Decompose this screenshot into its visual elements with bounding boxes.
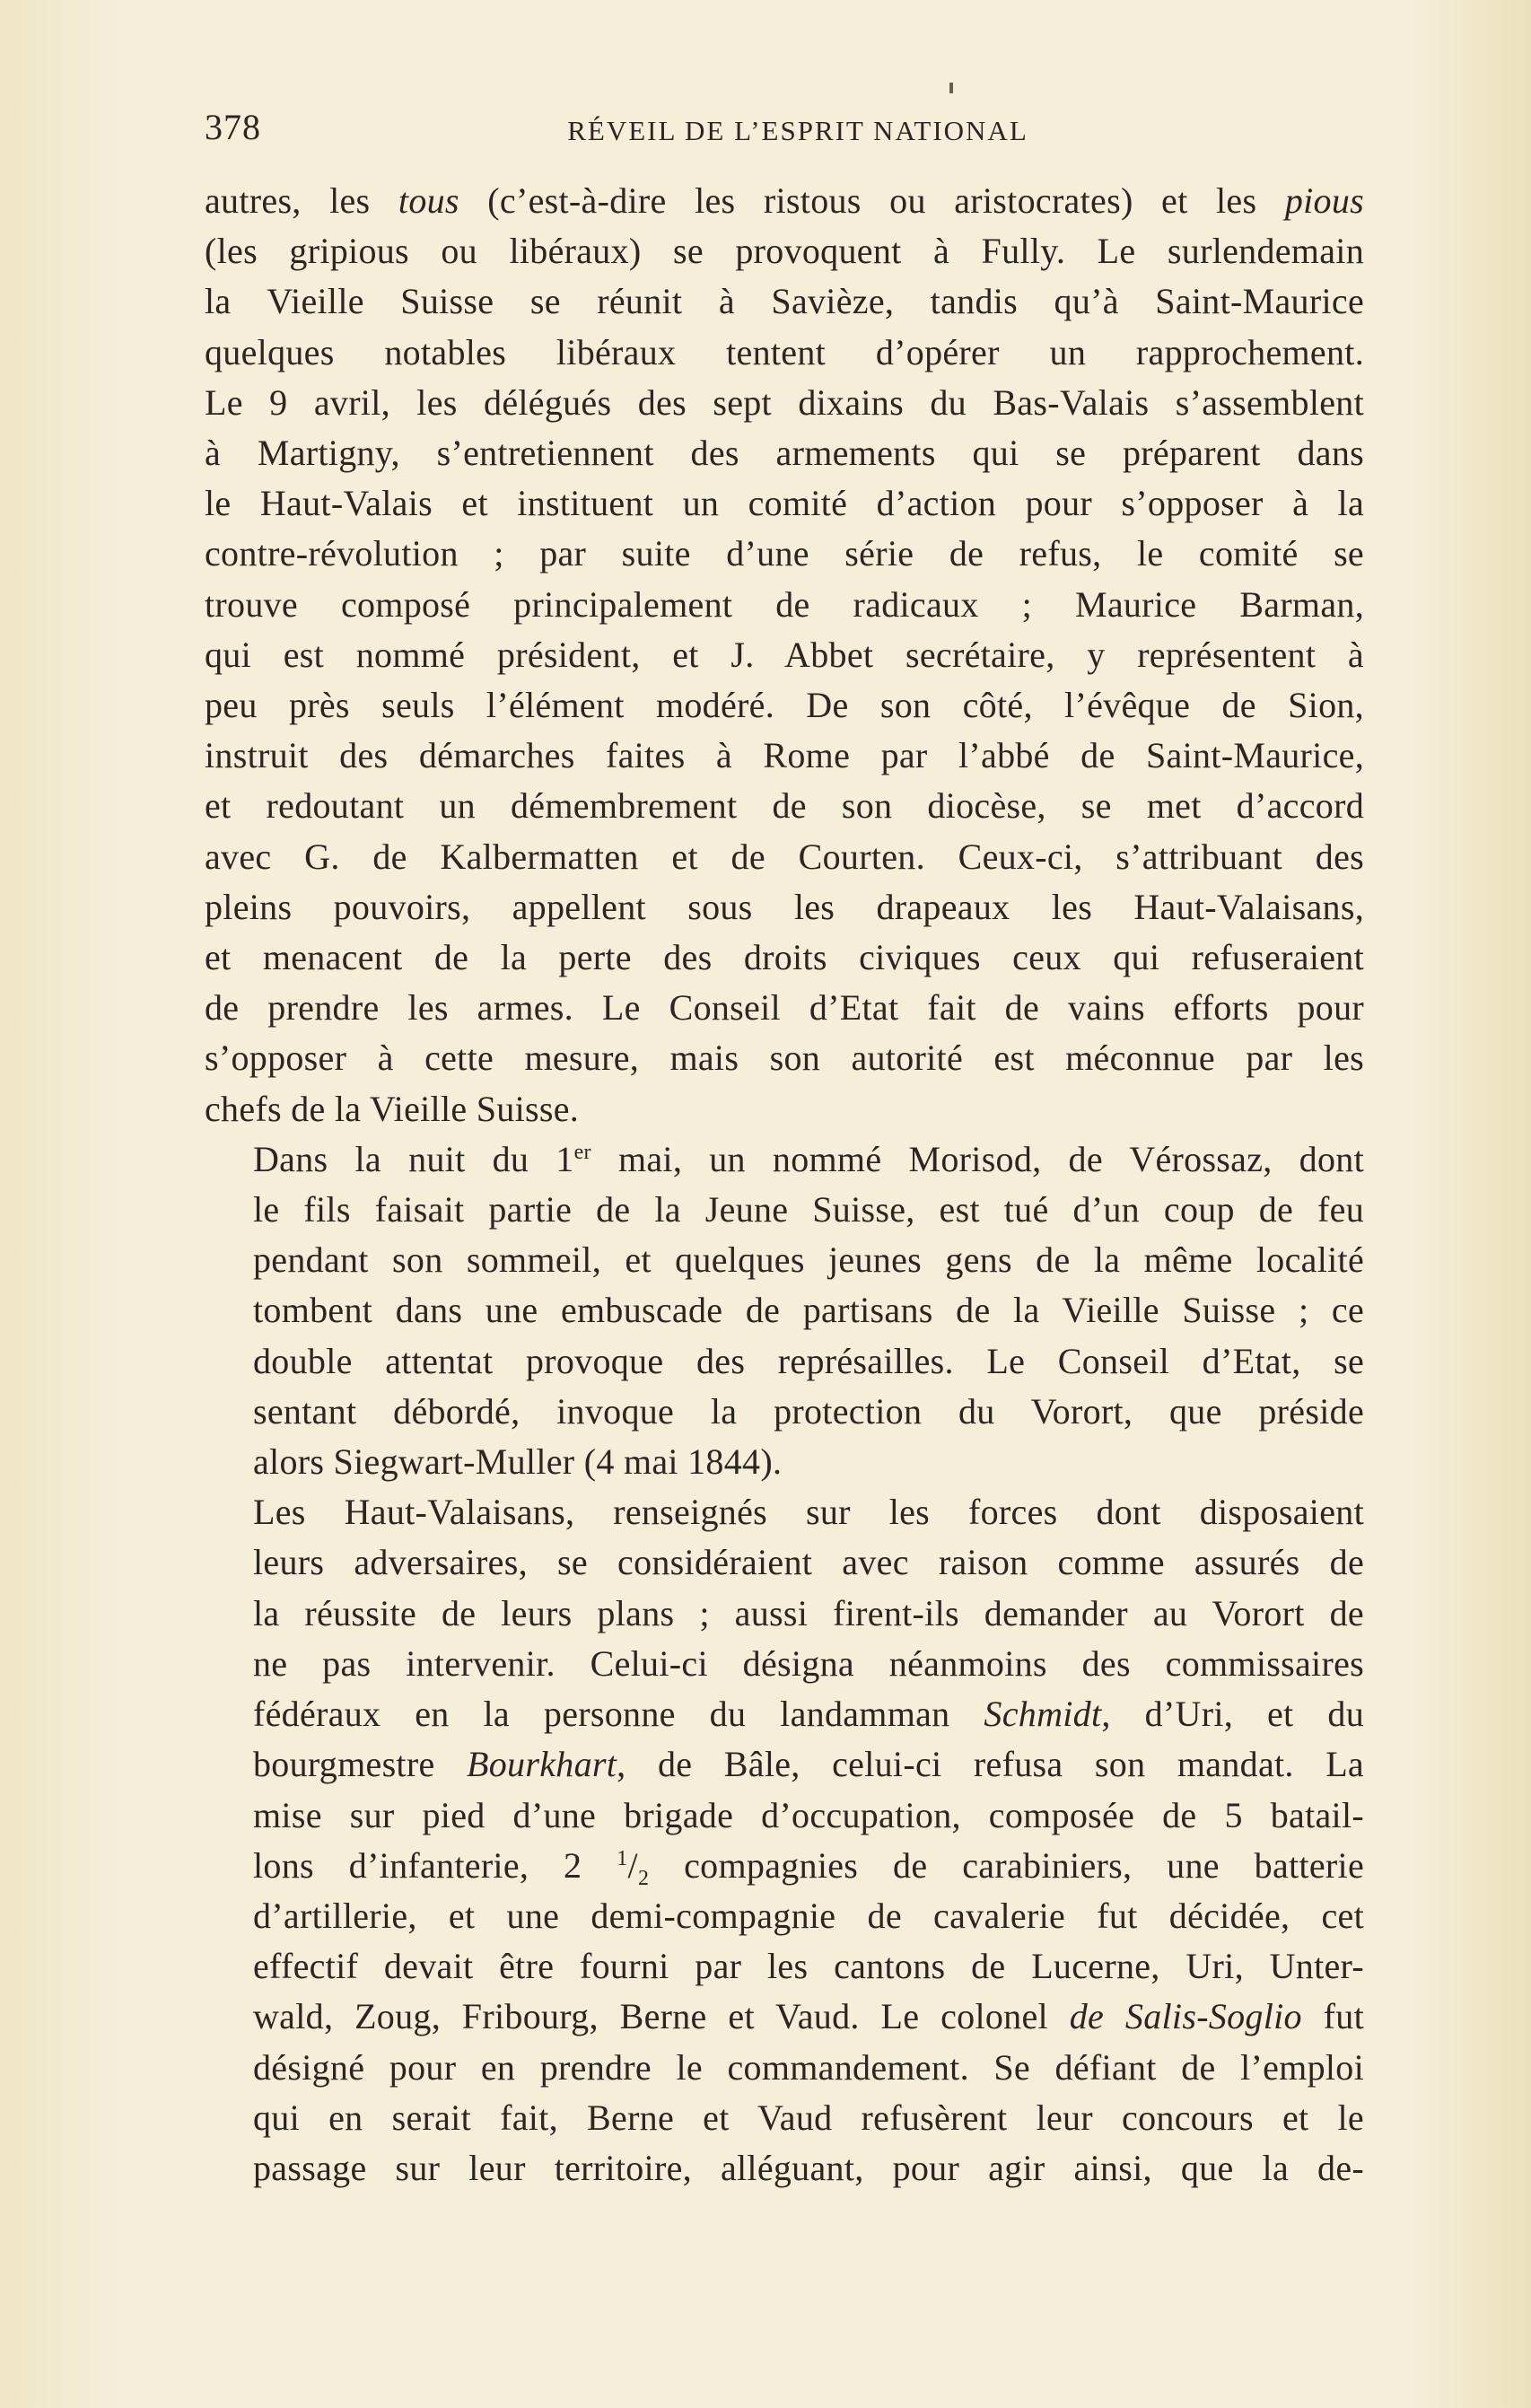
text-line: qui en serait fait, Berne et Vaud refusèrent leur concours et le (253, 2097, 1364, 2138)
text-line: lons d’infanterie, 2 $^1/_2$ compagnies de carabiniers, une batterie (253, 1844, 1364, 1890)
text-line: chefs de la Vieille Suisse. (205, 1088, 580, 1129)
text-line: bourgmestre Bourkhart, de Bâle, celui-ci refusa son mandat. La (253, 1744, 1364, 1785)
italic-name: tous (398, 180, 459, 221)
text-line: pendant son sommeil, et quelques jeunes gens de la même localité (253, 1239, 1364, 1281)
italic-name: Bourkhart (467, 1744, 617, 1785)
print-mark (949, 83, 953, 93)
text-line: et menacent de la perte des droits civiques ceux qui refuseraient (205, 937, 1364, 978)
text-line: d’artillerie, et une demi-compagnie de cavalerie fut décidée, cet (253, 1895, 1364, 1936)
text-line: ne pas intervenir. Celui-ci désigna néanmoins des commissaires (253, 1642, 1364, 1684)
text-line: quelques notables libéraux tentent d’opérer un rapprochement. (205, 331, 1364, 372)
text-line: passage sur leur territoire, alléguant, pour agir ainsi, que la de- (253, 2147, 1364, 2188)
text-line: de prendre les armes. Le Conseil d’Etat fait de vains efforts pour (205, 987, 1364, 1029)
text-line: Le 9 avril, les délégués des sept dixains du Bas-Valais s’assemblent (205, 381, 1364, 423)
text-line: leurs adversaires, se considéraient avec raison comme assurés de (253, 1542, 1364, 1583)
paragraph (205, 176, 1364, 1134)
running-title: RÉVEIL DE L’ESPRIT NATIONAL (567, 115, 1028, 146)
text-line: tombent dans une embuscade de partisans de la Vieille Suisse ; ce (253, 1290, 1364, 1331)
superscript: 1 (617, 1846, 628, 1870)
text-line: et redoutant un démembrement de son diocèse, se met d’accord (205, 785, 1364, 827)
text-line: le fils faisait partie de la Jeune Suisse, est tué d’un coup de feu (253, 1189, 1364, 1230)
paragraph (205, 1487, 1364, 2193)
italic-name: pious (1284, 180, 1364, 221)
text-line: sentant débordé, invoque la protection du Vorort, que préside (253, 1390, 1364, 1432)
superscript: er (573, 1140, 591, 1164)
text-line: le Haut-Valais et instituent un comité d’action pour s’opposer à la (205, 483, 1364, 524)
text-line: alors Siegwart-Muller (4 mai 1844). (253, 1441, 783, 1483)
page-number: 378 (205, 107, 261, 147)
text-line: (les gripious ou libéraux) se provoquent à Fully. Le surlendemain (205, 231, 1364, 272)
text-line: qui est nommé président, et J. Abbet secrétaire, y représentent à (205, 634, 1364, 675)
body-text (205, 176, 1364, 2193)
text-line: avec G. de Kalbermatten et de Courten. Ceux-ci, s’attribuant des (205, 836, 1364, 877)
text-line: mise sur pied d’une brigade d’occupation, composée de 5 batail- (253, 1794, 1364, 1835)
paragraph (205, 1134, 1364, 1487)
italic-name: Schmidt (984, 1694, 1102, 1735)
text-line: à Martigny, s’entretiennent des armements qui se préparent dans (205, 433, 1364, 474)
subscript: 2 (637, 1866, 650, 1890)
text-line: contre-révolution ; par suite d’une série de refus, le comité se (205, 533, 1364, 574)
text-line: double attentat provoque des représailles. Le Conseil d’Etat, se (253, 1340, 1364, 1381)
text-line: s’opposer à cette mesure, mais son autorité est méconnue par les (205, 1038, 1364, 1079)
text-line: la réussite de leurs plans ; aussi firent-ils demander au Vorort de (253, 1592, 1364, 1633)
text-line: autres, les tous (c’est-à-dire les ristous ou aristocrates) et les pious (205, 180, 1364, 221)
text-line: Les Haut-Valaisans, renseignés sur les forces dont disposaient (253, 1492, 1364, 1533)
page-header (205, 106, 1364, 160)
text-line: instruit des démarches faites à Rome par l’abbé de Saint-Maurice, (205, 735, 1364, 776)
text-line: Dans la nuit du 1er mai, un nommé Morisod, de Vérossaz, dont (253, 1138, 1364, 1179)
text-line: trouve composé principalement de radicaux ; Maurice Barman, (205, 583, 1364, 625)
text-line: la Vieille Suisse se réunit à Savièze, tandis qu’à Saint-Maurice (205, 281, 1364, 322)
text-line: désigné pour en prendre le commandement. Se défiant de l’emploi (253, 2046, 1364, 2088)
text-line: wald, Zoug, Fribourg, Berne et Vaud. Le colonel de Salis-Soglio fut (253, 1996, 1364, 2037)
text-line: fédéraux en la personne du landamman Schmidt, d’Uri, et du (253, 1694, 1364, 1735)
text-line: effectif devait être fourni par les cantons de Lucerne, Uri, Unter- (253, 1946, 1364, 1987)
italic-name: de Salis-Soglio (1069, 1996, 1302, 2037)
text-line: pleins pouvoirs, appellent sous les drapeaux les Haut-Valaisans, (205, 886, 1364, 927)
text-line: peu près seuls l’élément modéré. De son côté, l’évêque de Sion, (205, 685, 1364, 726)
